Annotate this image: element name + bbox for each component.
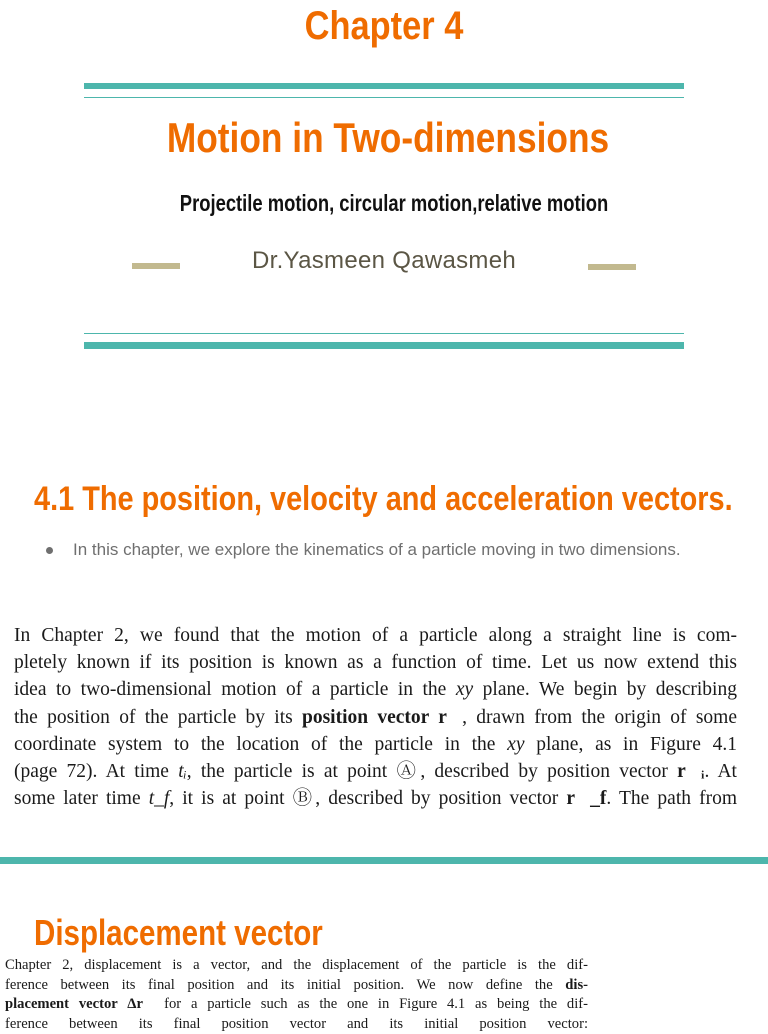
bullet-list — [44, 537, 753, 563]
textbook-excerpt — [14, 622, 737, 812]
right-dash-decoration — [588, 264, 636, 270]
author-name: Dr.Yasmeen Qawasmeh — [0, 247, 768, 275]
section-heading: 4.1 The position, velocity and acceleration vectors. — [34, 480, 733, 519]
bold-term: placement vector Δr⃗ — [5, 996, 154, 1012]
text-line: some later time t_f, it is at point Ⓑ, described by position vector r⃗_f. The path from — [14, 785, 737, 812]
italic-term: xy — [456, 679, 473, 700]
bottom-thick-divider — [84, 342, 684, 349]
text-line: In Chapter 2, we found that the motion of a particle along a straight line is com- — [14, 622, 737, 649]
text-line: ference between its final position and its initial position. We now define the dis- — [5, 976, 588, 996]
top-thin-divider — [84, 97, 684, 98]
text-line: (page 72). At time tᵢ, the particle is at point Ⓐ, described by position vector r⃗ᵢ. At — [14, 758, 737, 785]
italic-term: xy — [507, 734, 524, 755]
text-line: ference between its final position vector and its initial position vector: — [5, 1015, 588, 1034]
bottom-thin-divider — [84, 333, 684, 334]
bold-term: r⃗_f — [566, 788, 606, 809]
italic-term: tᵢ — [178, 761, 187, 782]
displacement-heading: Displacement vector — [34, 912, 323, 954]
displacement-excerpt — [5, 956, 588, 1034]
italic-term: t_f — [149, 788, 170, 809]
subtitle: Projectile motion, circular motion,relative motion — [79, 190, 709, 217]
top-thick-divider — [84, 83, 684, 89]
text-line: the position of the particle by its position vector r⃗, drawn from the origin of some — [14, 704, 737, 731]
bold-term: r⃗ᵢ — [677, 761, 704, 782]
chapter-title: Chapter 4 — [54, 4, 714, 49]
text-line: placement vector Δr⃗ for a particle such as the one in Figure 4.1 as being the dif- — [5, 995, 588, 1015]
slide-separator — [0, 857, 768, 864]
bold-term: dis- — [565, 977, 588, 993]
bullet-item: In this chapter, we explore the kinematics of a particle moving in two dimensions. — [73, 537, 753, 563]
text-line: pletely known if its position is known as a function of time. Let us now extend this — [14, 649, 737, 676]
main-title: Motion in Two-dimensions — [62, 114, 714, 162]
bold-term: position vector r⃗ — [302, 707, 462, 728]
text-line: Chapter 2, displacement is a vector, and the displacement of the particle is the dif- — [5, 956, 588, 976]
text-line: coordinate system to the location of the particle in the xy plane, as in Figure 4.1 — [14, 731, 737, 758]
text-line: idea to two-dimensional motion of a particle in the xy plane. We begin by describing — [14, 676, 737, 703]
